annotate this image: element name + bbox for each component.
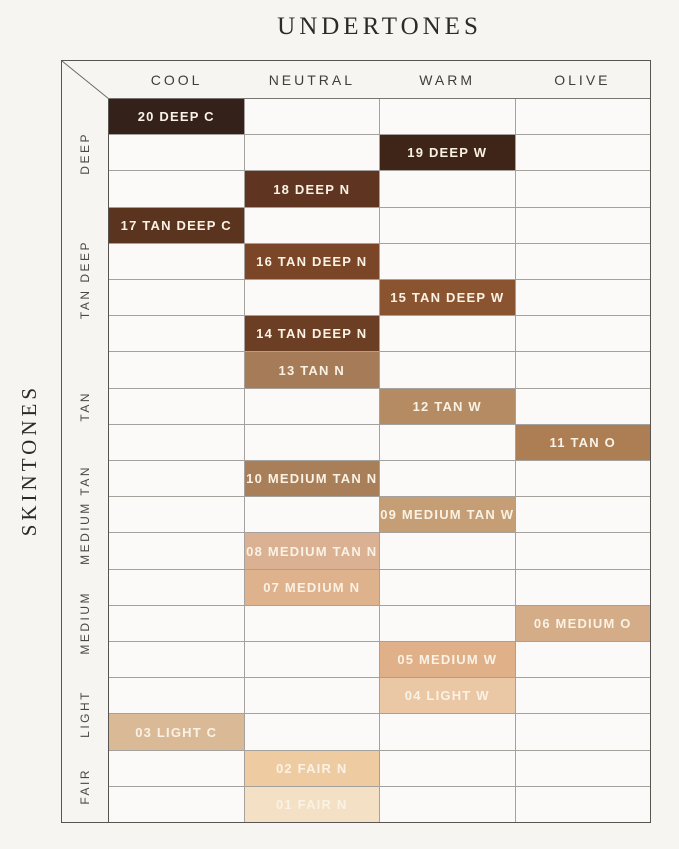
empty-cell xyxy=(516,99,651,134)
shade-swatch xyxy=(245,244,381,279)
column-header-warm: WARM xyxy=(419,71,476,88)
column-header-olive: OLIVE xyxy=(554,71,611,88)
shade-row xyxy=(109,280,650,316)
shade-label: 20 DEEP C xyxy=(137,109,215,125)
empty-cell xyxy=(109,171,245,206)
shade-row xyxy=(109,461,650,497)
empty-cell xyxy=(109,316,245,351)
empty-cell xyxy=(245,497,381,532)
shade-label: 15 TAN DEEP W xyxy=(390,290,505,306)
empty-cell xyxy=(516,678,651,713)
skintone-group-label-fair xyxy=(62,750,108,822)
empty-cell xyxy=(109,497,245,532)
group-label-column xyxy=(62,99,109,822)
shade-grid xyxy=(109,99,650,822)
skintone-group-label-light xyxy=(62,677,108,749)
empty-cell xyxy=(516,461,651,496)
skintone-group-text: LIGHT xyxy=(78,689,92,738)
empty-cell xyxy=(516,751,651,786)
empty-cell xyxy=(109,606,245,641)
empty-cell xyxy=(109,244,245,279)
shade-label: 11 TAN O xyxy=(549,434,616,450)
empty-cell xyxy=(516,533,651,568)
empty-cell xyxy=(516,497,651,532)
shade-label: 12 TAN W xyxy=(412,398,482,414)
corner-cell xyxy=(62,61,109,99)
shade-swatch xyxy=(245,533,381,568)
empty-cell xyxy=(109,751,245,786)
shade-row xyxy=(109,533,650,569)
empty-cell xyxy=(516,642,651,677)
shade-swatch xyxy=(245,352,381,387)
shade-row xyxy=(109,787,650,822)
empty-cell xyxy=(245,606,381,641)
undertones-title: UNDERTONES xyxy=(277,13,482,40)
shade-swatch xyxy=(245,751,381,786)
empty-cell xyxy=(516,171,651,206)
shade-matrix-table xyxy=(61,60,651,823)
shade-label: 01 FAIR N xyxy=(276,796,348,812)
shade-swatch xyxy=(380,678,516,713)
shade-swatch xyxy=(516,606,651,641)
skintone-group-text: TAN xyxy=(78,390,92,422)
empty-cell xyxy=(516,787,651,822)
empty-cell xyxy=(380,425,516,460)
shade-swatch xyxy=(380,497,516,532)
empty-cell xyxy=(245,99,381,134)
empty-cell xyxy=(245,425,381,460)
empty-cell xyxy=(516,244,651,279)
empty-cell xyxy=(109,425,245,460)
shade-label: 18 DEEP N xyxy=(273,181,351,197)
shade-label: 09 MEDIUM TAN W xyxy=(380,507,515,523)
shade-swatch xyxy=(245,787,381,822)
empty-cell xyxy=(380,606,516,641)
shade-label: 07 MEDIUM N xyxy=(263,579,361,595)
empty-cell xyxy=(516,316,651,351)
shade-label: 13 TAN N xyxy=(278,362,345,378)
empty-cell xyxy=(109,678,245,713)
skintones-axis-label: SKINTONES xyxy=(16,384,41,537)
skintone-group-label-medium-tan xyxy=(62,461,108,569)
empty-cell xyxy=(516,570,651,605)
shade-swatch xyxy=(380,642,516,677)
shade-swatch xyxy=(380,135,516,170)
empty-cell xyxy=(109,280,245,315)
shade-row xyxy=(109,714,650,750)
shade-row xyxy=(109,316,650,352)
empty-cell xyxy=(245,208,381,243)
shade-swatch xyxy=(245,461,381,496)
shade-label: 14 TAN DEEP N xyxy=(256,326,368,342)
empty-cell xyxy=(109,135,245,170)
shade-label: 04 LIGHT W xyxy=(404,688,490,704)
empty-cell xyxy=(380,244,516,279)
empty-cell xyxy=(380,751,516,786)
shade-row xyxy=(109,171,650,207)
skintone-group-text: DEEP xyxy=(78,131,92,175)
shade-row xyxy=(109,99,650,135)
empty-cell xyxy=(380,99,516,134)
shade-label: 17 TAN DEEP C xyxy=(120,217,232,233)
shade-row xyxy=(109,389,650,425)
shade-label: 16 TAN DEEP N xyxy=(256,253,368,269)
skintone-group-text: MEDIUM xyxy=(78,591,92,655)
empty-cell xyxy=(245,642,381,677)
shade-label: 08 MEDIUM TAN N xyxy=(246,543,378,559)
shade-label: 19 DEEP W xyxy=(407,145,488,161)
empty-cell xyxy=(380,352,516,387)
empty-cell xyxy=(109,352,245,387)
skintone-group-label-medium xyxy=(62,569,108,677)
shade-row xyxy=(109,570,650,606)
shade-swatch xyxy=(109,714,245,749)
empty-cell xyxy=(380,208,516,243)
shade-row xyxy=(109,497,650,533)
empty-cell xyxy=(516,208,651,243)
empty-cell xyxy=(516,352,651,387)
skintone-group-text: TAN DEEP xyxy=(78,240,92,320)
empty-cell xyxy=(380,714,516,749)
column-header-cool: COOL xyxy=(150,71,203,88)
empty-cell xyxy=(109,389,245,424)
empty-cell xyxy=(245,714,381,749)
empty-cell xyxy=(380,171,516,206)
shade-label: 10 MEDIUM TAN N xyxy=(246,471,378,487)
empty-cell xyxy=(109,787,245,822)
shade-swatch xyxy=(516,425,651,460)
empty-cell xyxy=(109,461,245,496)
shade-swatch xyxy=(109,99,245,134)
shade-swatch xyxy=(245,316,381,351)
shade-row xyxy=(109,606,650,642)
empty-cell xyxy=(380,461,516,496)
shade-swatch xyxy=(380,280,516,315)
empty-cell xyxy=(245,135,381,170)
skintone-group-text: FAIR xyxy=(78,767,92,805)
shade-row xyxy=(109,244,650,280)
empty-cell xyxy=(380,787,516,822)
empty-cell xyxy=(245,678,381,713)
shade-row xyxy=(109,208,650,244)
empty-cell xyxy=(380,533,516,568)
empty-cell xyxy=(109,570,245,605)
empty-cell xyxy=(516,389,651,424)
shade-label: 02 FAIR N xyxy=(276,760,348,776)
empty-cell xyxy=(380,570,516,605)
shade-label: 06 MEDIUM O xyxy=(533,615,632,631)
shade-swatch xyxy=(245,570,381,605)
empty-cell xyxy=(516,280,651,315)
shade-swatch xyxy=(245,171,381,206)
skintone-group-label-tan-deep xyxy=(62,207,108,352)
shade-row xyxy=(109,352,650,388)
empty-cell xyxy=(516,135,651,170)
shade-row xyxy=(109,642,650,678)
shade-label: 03 LIGHT C xyxy=(135,724,218,740)
undertone-header-row xyxy=(109,61,650,99)
empty-cell xyxy=(109,533,245,568)
shade-label: 05 MEDIUM W xyxy=(397,652,498,668)
shade-row xyxy=(109,135,650,171)
shade-row xyxy=(109,678,650,714)
skintones-axis-label-wrap xyxy=(2,98,56,823)
empty-cell xyxy=(245,389,381,424)
column-header-neutral: NEUTRAL xyxy=(268,71,356,88)
shade-row xyxy=(109,425,650,461)
empty-cell xyxy=(109,642,245,677)
shade-swatch xyxy=(109,208,245,243)
empty-cell xyxy=(380,316,516,351)
empty-cell xyxy=(516,714,651,749)
shade-row xyxy=(109,751,650,787)
skintone-group-text: MEDIUM TAN xyxy=(78,464,92,565)
empty-cell xyxy=(245,280,381,315)
skintone-group-label-tan xyxy=(62,352,108,460)
corner-diagonal-line xyxy=(62,61,109,99)
shade-swatch xyxy=(380,389,516,424)
skintone-group-label-deep xyxy=(62,99,108,207)
